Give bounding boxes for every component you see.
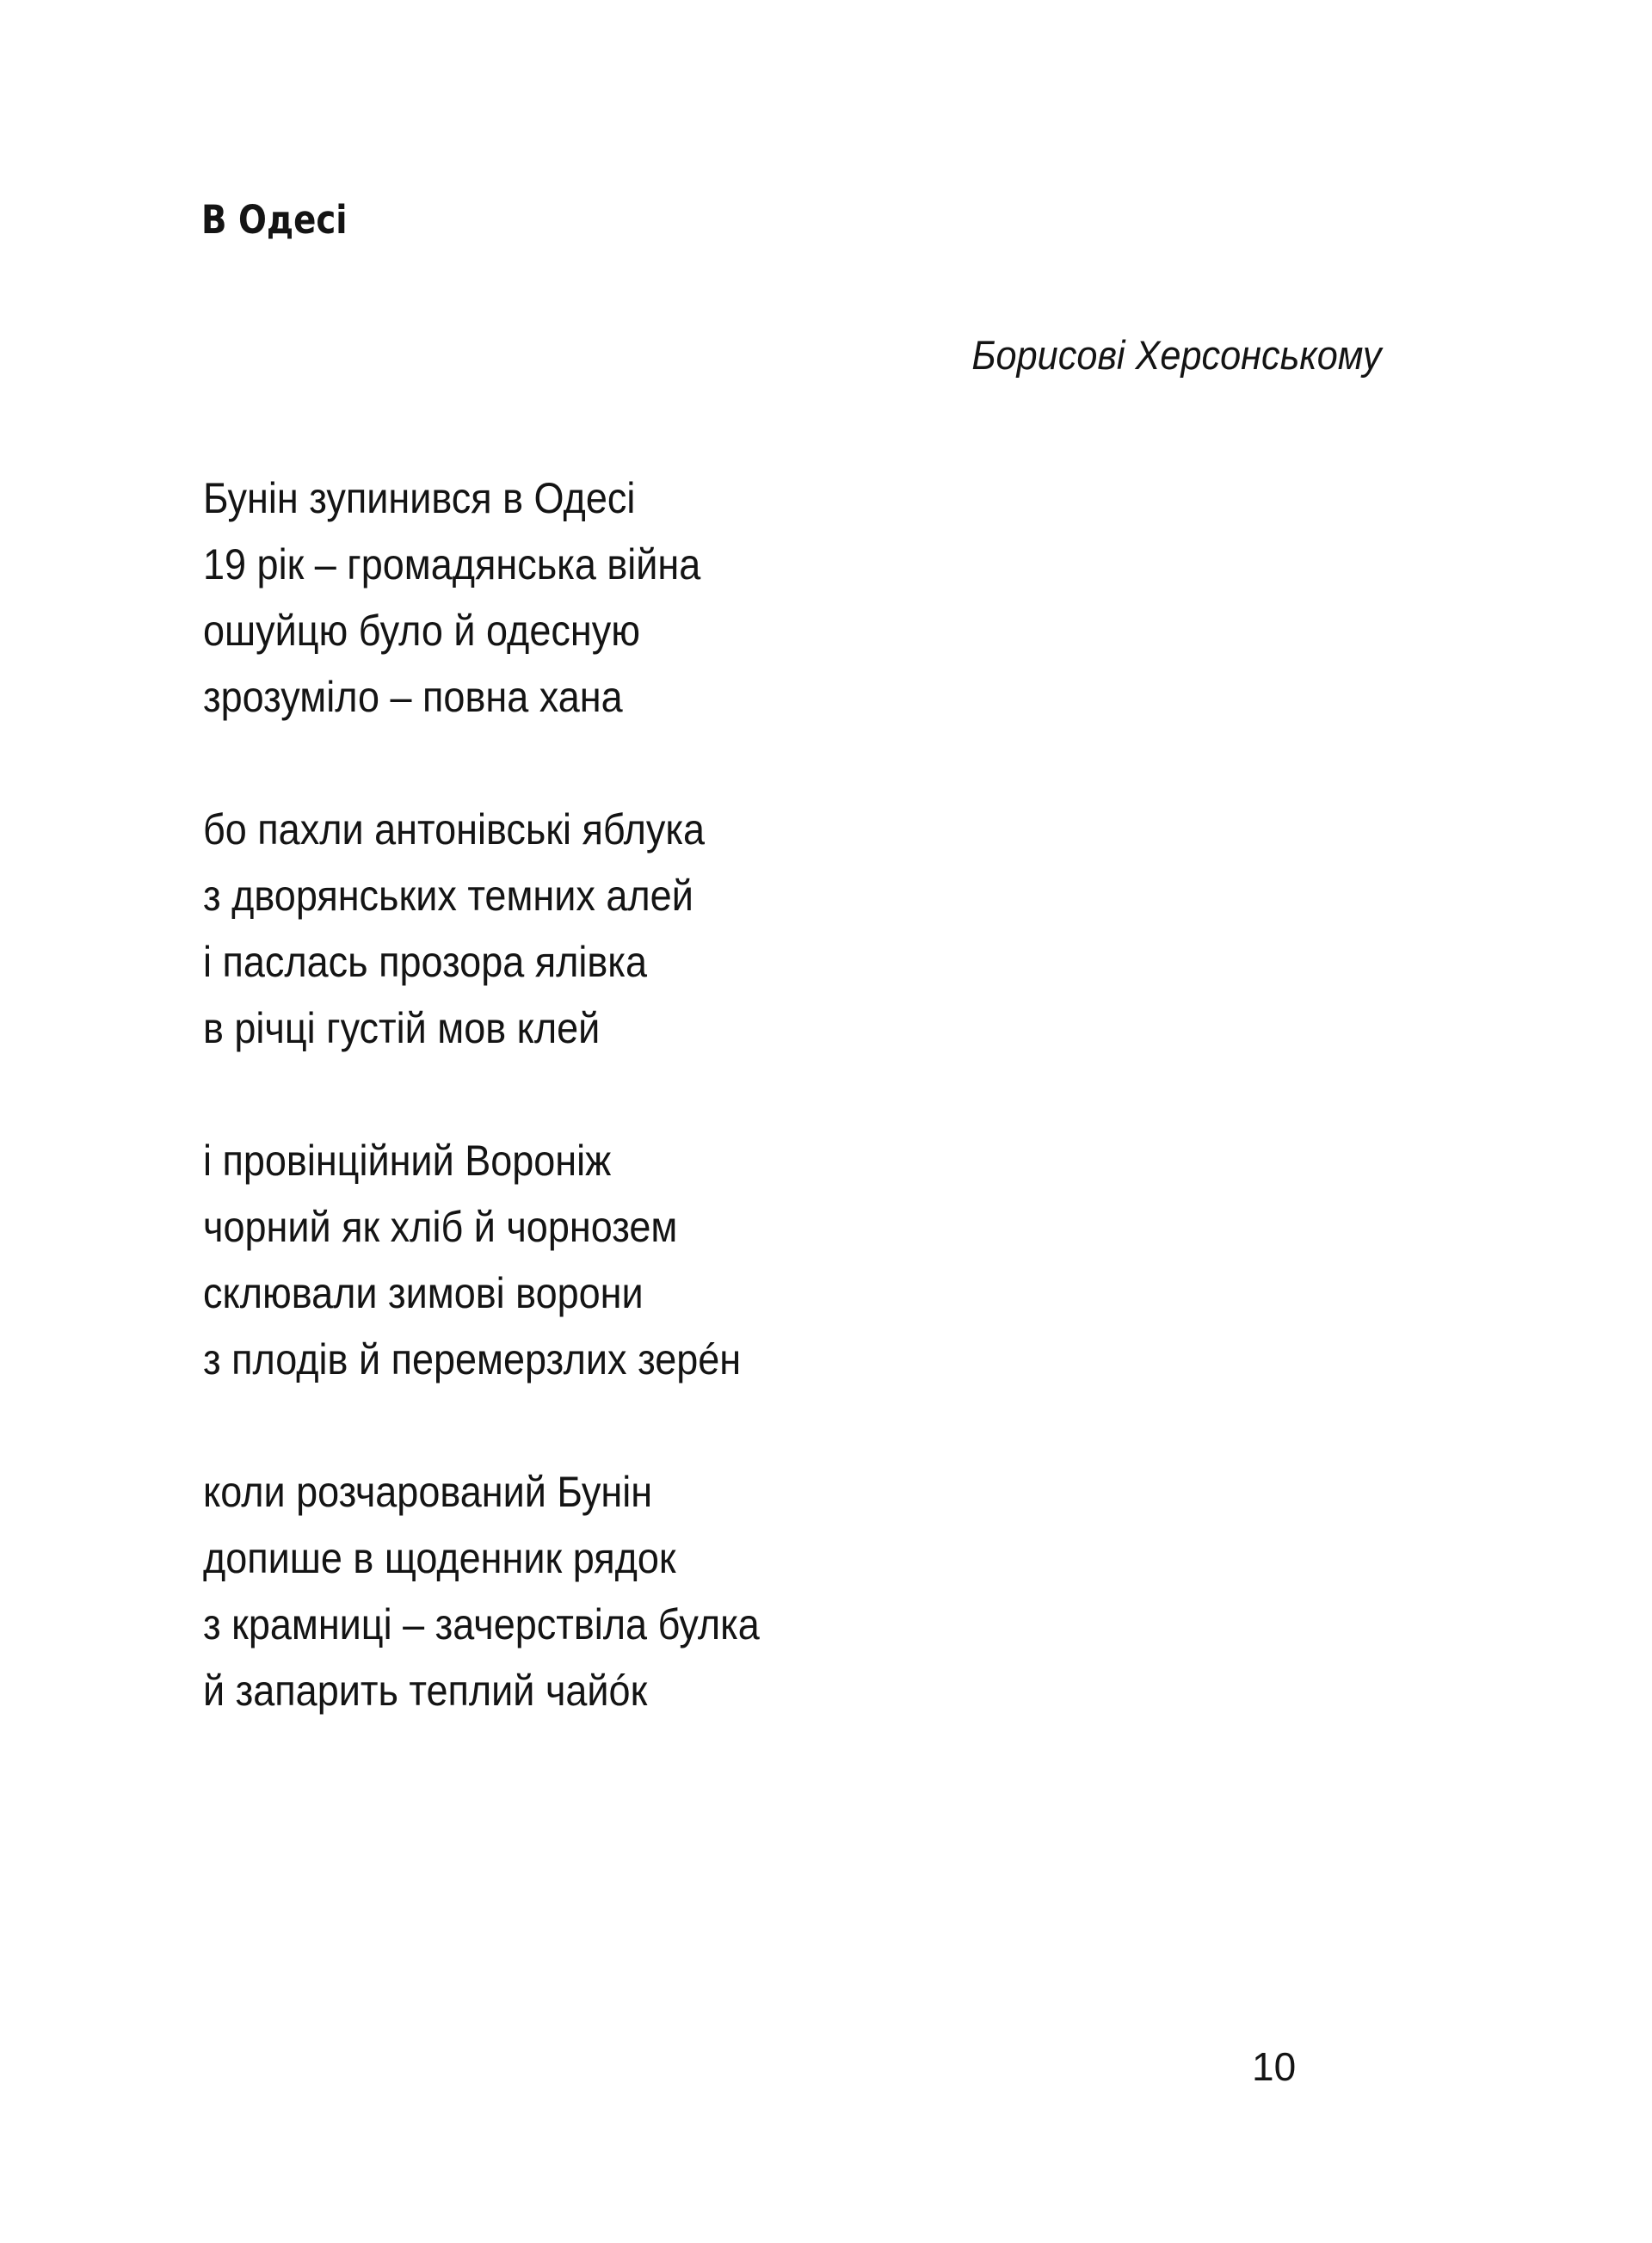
poem-line: 19 рік – громадянська війна [203, 540, 701, 588]
poem-line: в річці густій мов клей [203, 1004, 601, 1052]
poem-line: і паслась прозора ялівка [203, 938, 647, 986]
poem-body [203, 465, 822, 1790]
poem-line: з дворянських темних алей [203, 872, 693, 920]
poem-line: коли розчарований Бунін [203, 1468, 653, 1516]
poem-dedication: Борисові Херсонському [971, 332, 1382, 378]
poem-line: бо пахли антонівські яблука [203, 805, 706, 853]
page-number: 10 [1252, 2044, 1297, 2089]
poem-line: чорний як хліб й чорнозем [203, 1203, 678, 1251]
poem-line: з крамниці – зачерствіла булка [203, 1600, 760, 1648]
poem-line: зрозуміло – повна хана [203, 673, 623, 721]
poem-line: ошуйцю було й одесную [203, 607, 640, 655]
poem-line: Бунін зупинився в Одесі [203, 474, 636, 522]
poem-line: допише в щоденник рядок [203, 1534, 676, 1582]
poem-line: й запарить теплий чайóк [203, 1667, 648, 1715]
poem-title: В Одесі [201, 197, 348, 243]
poem-line: склювали зимові ворони [203, 1269, 644, 1317]
stanza-3 [203, 1128, 822, 1393]
stanza-2 [203, 797, 822, 1062]
poem-line: з плодів й перемерзлих зерéн [203, 1335, 742, 1383]
stanza-4 [203, 1459, 822, 1724]
stanza-1 [203, 465, 822, 730]
poem-line: і провінційний Вороніж [203, 1137, 612, 1185]
